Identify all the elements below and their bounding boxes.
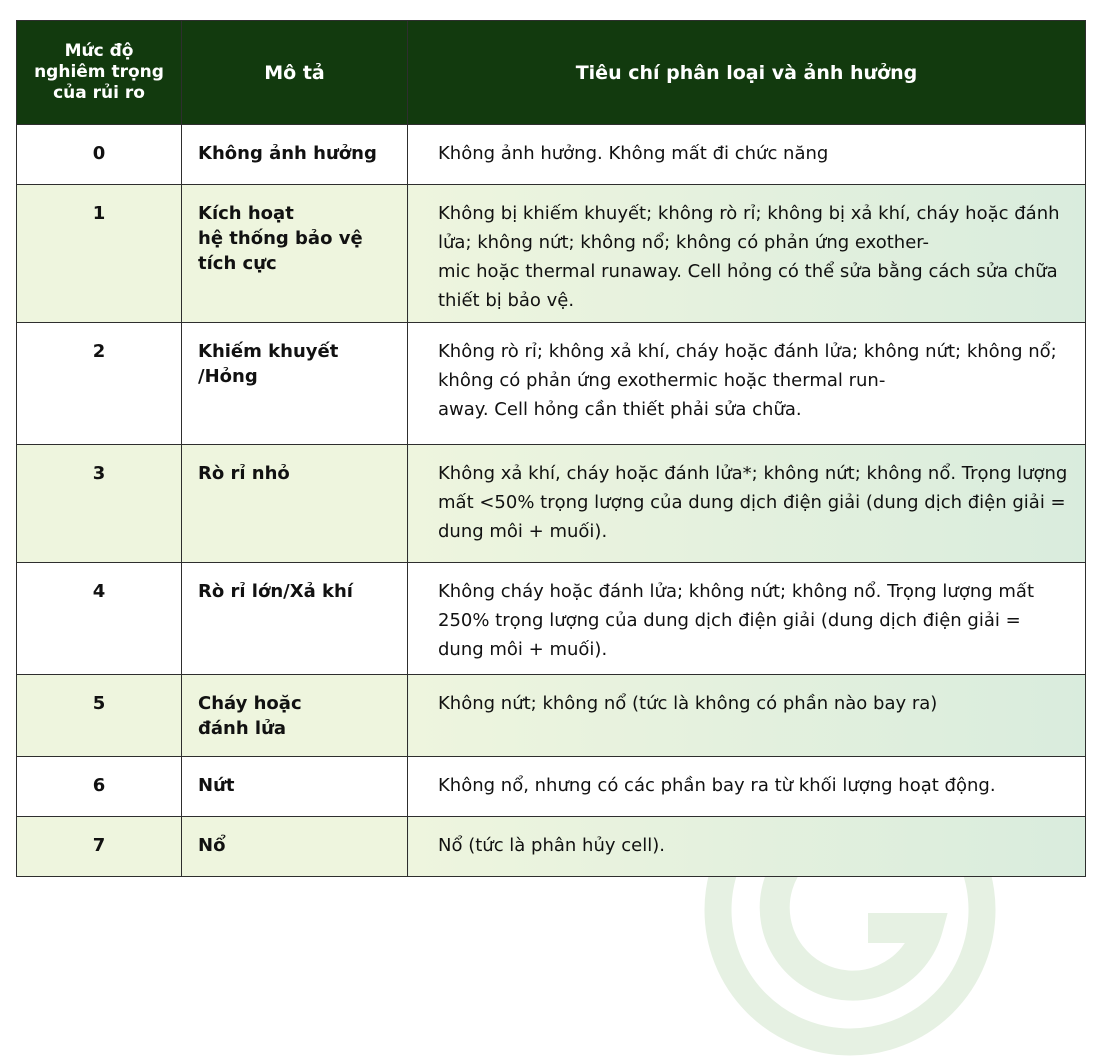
severity-level-cell: 3 bbox=[17, 445, 182, 563]
criteria-cell: Không nứt; không nổ (tức là không có phần nào bay ra) bbox=[408, 675, 1086, 757]
table-row bbox=[17, 563, 1086, 675]
table-header-row bbox=[17, 21, 1086, 125]
criteria-cell: Không cháy hoặc đánh lửa; không nứt; không nổ. Trọng lượng mất 250% trọng lượng của dung dịch điện giải (dung dịch điện giải = dung môi + muối). bbox=[408, 563, 1086, 675]
description-cell: Rò rỉ nhỏ bbox=[182, 445, 408, 563]
criteria-cell: Không nổ, nhưng có các phần bay ra từ khối lượng hoạt động. bbox=[408, 757, 1086, 817]
table-row bbox=[17, 757, 1086, 817]
criteria-cell: Không xả khí, cháy hoặc đánh lửa*; không nứt; không nổ. Trọng lượng mất <50% trọng lượng của dung dịch điện giải (dung dịch điện giải = dung môi + muối). bbox=[408, 445, 1086, 563]
header-description: Mô tả bbox=[182, 21, 408, 125]
criteria-cell: Nổ (tức là phân hủy cell). bbox=[408, 817, 1086, 877]
severity-level-cell: 5 bbox=[17, 675, 182, 757]
severity-level-cell: 2 bbox=[17, 323, 182, 445]
table-row bbox=[17, 125, 1086, 185]
table-row bbox=[17, 675, 1086, 757]
header-criteria: Tiêu chí phân loại và ảnh hưởng bbox=[408, 21, 1086, 125]
criteria-cell: Không rò rỉ; không xả khí, cháy hoặc đánh lửa; không nứt; không nổ; không có phản ứng exothermic hoặc thermal run- away. Cell hỏng cần thiết phải sửa chữa. bbox=[408, 323, 1086, 445]
description-cell: Kích hoạt hệ thống bảo vệ tích cực bbox=[182, 185, 408, 323]
risk-severity-table bbox=[16, 20, 1086, 877]
table-row bbox=[17, 323, 1086, 445]
severity-level-cell: 1 bbox=[17, 185, 182, 323]
criteria-cell: Không ảnh hưởng. Không mất đi chức năng bbox=[408, 125, 1086, 185]
criteria-cell: Không bị khiếm khuyết; không rò rỉ; không bị xả khí, cháy hoặc đánh lửa; không nứt; không nổ; không có phản ứng exother- mic hoặc thermal runaway. Cell hỏng có thể sửa bằng cách sửa chữa thiết bị bảo vệ. bbox=[408, 185, 1086, 323]
severity-level-cell: 6 bbox=[17, 757, 182, 817]
table-row bbox=[17, 817, 1086, 877]
header-severity-level: Mức độ nghiêm trọng của rủi ro bbox=[17, 21, 182, 125]
table-row bbox=[17, 445, 1086, 563]
severity-level-cell: 0 bbox=[17, 125, 182, 185]
description-cell: Nổ bbox=[182, 817, 408, 877]
table-row bbox=[17, 185, 1086, 323]
description-cell: Không ảnh hưởng bbox=[182, 125, 408, 185]
description-cell: Khiếm khuyết /Hỏng bbox=[182, 323, 408, 445]
description-cell: Cháy hoặc đánh lửa bbox=[182, 675, 408, 757]
description-cell: Nứt bbox=[182, 757, 408, 817]
severity-level-cell: 4 bbox=[17, 563, 182, 675]
severity-level-cell: 7 bbox=[17, 817, 182, 877]
description-cell: Rò rỉ lớn/Xả khí bbox=[182, 563, 408, 675]
